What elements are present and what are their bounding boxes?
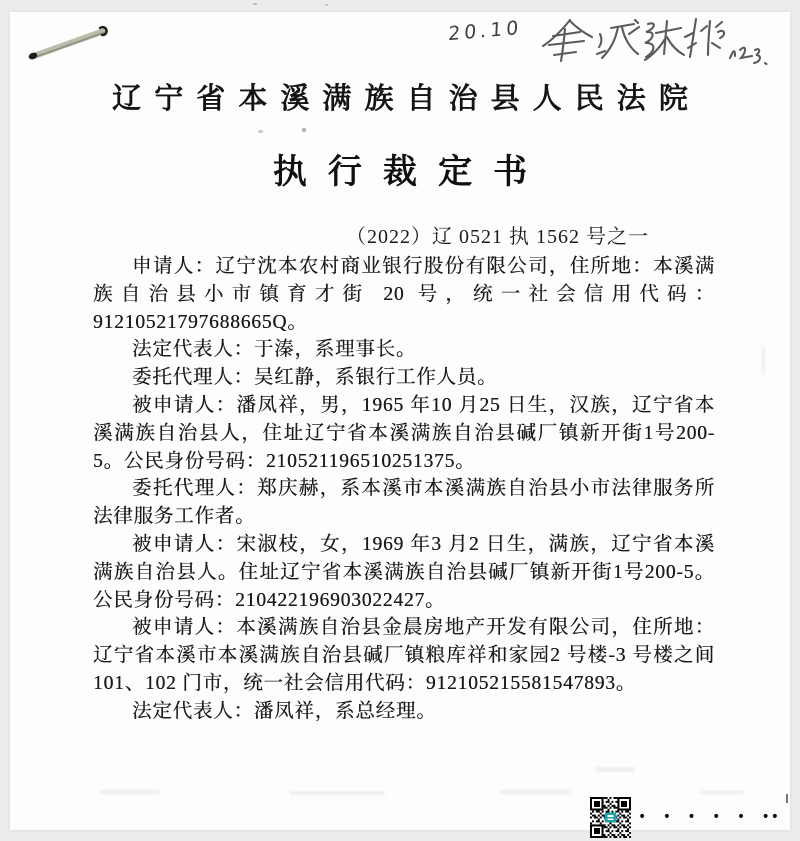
paragraph-respondent-1: 被申请人：潘凤祥，男，1965 年10 月25 日生，汉族，辽宁省本溪满族自治县人，住址辽宁省本溪满族自治县碱厂镇新开街1号200-5。公民身份号码：210521196510251375。 [93,394,715,472]
court-name-heading: 辽宁省本溪满族自治县人民法院 [112,83,701,115]
handwritten-date-note: 20.10 [447,16,523,46]
scan-smudge [290,791,385,795]
scan-speck [302,128,306,132]
staple-icon [22,20,122,68]
paragraph-legal-rep-1: 法定代表人：于溱，系理事长。 [132,339,417,361]
scan-smudge [595,767,635,772]
paragraph-applicant: 申请人：辽宁沈本农村商业银行股份有限公司，住所地：本溪满族自治县小市镇育才街 20 号，统一社会信用代码：91210521797688665Q。 [93,256,715,333]
paragraph-legal-rep-2: 法定代表人：潘凤祥，系总经理。 [132,700,437,722]
scan-smudge [762,347,765,375]
document-title: 执行裁定书 [272,154,549,191]
scan-speck [253,3,257,5]
qr-center-logo [605,813,617,823]
scan-speck [325,4,328,6]
document-qr-code-icon [588,797,633,838]
scan-smudge [500,790,570,794]
document-body [93,253,715,726]
paragraph-respondent-2: 被申请人：宋淑枝，女，1969 年3 月2 日生，满族，辽宁省本溪满族自治县人。住址辽宁省本溪满族自治县碱厂镇新开街1号200-5。公民身份号码：210422196903022427。 [93,533,715,611]
scan-smudge [100,790,160,794]
scan-edge-mark [786,794,788,803]
paragraph-agent-1: 委托代理人：吴红静，系银行工作人员。 [132,367,498,389]
scan-smudge [700,791,745,794]
paragraph-respondent-3: 被申请人：本溪满族自治县金晨房地产开发有限公司，住所地：辽宁省本溪市本溪满族自治县碱厂镇粮库祥和家园2 号楼-3 号楼之间101、102 门市，统一社会信用代码：912105215581547893。 [93,617,715,694]
paragraph-agent-2: 委托代理人：郑庆赫，系本溪市本溪满族自治县小市法律服务所法律服务工作者。 [93,478,715,528]
scan-speck [258,130,263,133]
footer-ellipsis-dots: • • • • • •• [638,809,781,825]
case-number: （2022）辽 0521 执 1562 号之一 [346,226,649,248]
handwritten-signature-scribble [538,12,770,74]
document-page [10,12,790,830]
